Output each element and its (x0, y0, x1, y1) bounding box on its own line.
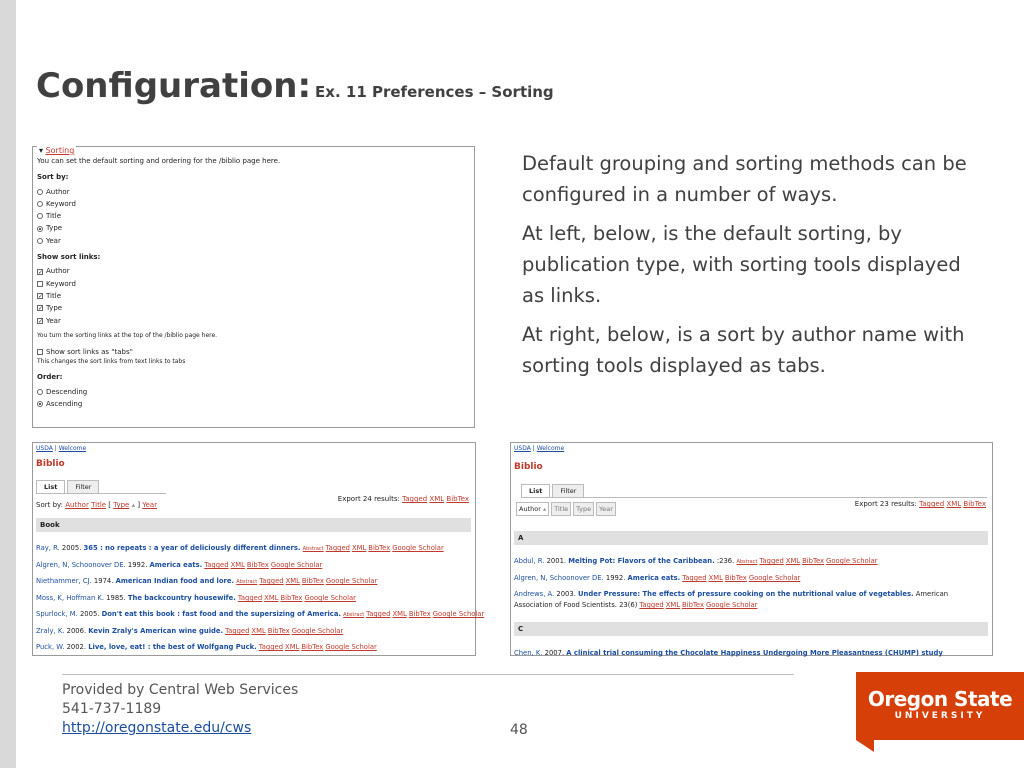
nav-welcome[interactable]: Welcome (58, 445, 87, 452)
export-bibtex[interactable]: BibTex (446, 495, 469, 503)
entry-year: 1985. (106, 594, 126, 602)
biblio-heading-right: Biblio (514, 462, 543, 472)
footer (62, 681, 298, 738)
order-label: Order: (37, 373, 63, 382)
entry-link-google-scholar[interactable]: Google Scholar (705, 601, 758, 609)
sort-by-prefix: Sort by: (36, 501, 64, 509)
entry-row (36, 609, 485, 621)
export-xml[interactable]: XML (429, 495, 445, 503)
entry-link-tagged[interactable]: Tagged (325, 544, 350, 552)
abstract-link[interactable]: Abstract (236, 579, 258, 585)
sort-tab-author-label: Author (519, 505, 541, 513)
entry-link-tagged[interactable]: Tagged (237, 594, 263, 602)
entry-title[interactable]: Under Pressure: The effects of pressure cooking on the nutritional value of vegetables. (578, 590, 914, 598)
sort-by-title[interactable] (37, 210, 467, 222)
tab-list[interactable]: List (36, 480, 65, 493)
entry-title[interactable]: Don't eat this book : fast food and the supersizing of America. (101, 610, 341, 618)
entry-year: 2001. (546, 557, 567, 565)
export-xml-right[interactable]: XML (946, 500, 962, 508)
entry-link-tagged[interactable]: Tagged (204, 561, 229, 569)
entry-row (514, 589, 988, 611)
entry-year: 2005. (61, 544, 82, 552)
tab-filter-right[interactable]: Filter (552, 484, 584, 497)
sort-arrow-icon: ▴ (131, 501, 136, 509)
sort-link-author[interactable]: Author (65, 501, 89, 509)
entry-link-xml[interactable]: XML (392, 610, 407, 618)
entry-year: 2006. (66, 627, 87, 635)
order-options (37, 386, 467, 411)
top-nav (36, 445, 86, 452)
entry-year: 2003. (556, 590, 576, 598)
entry-link-google-scholar[interactable]: Google Scholar (291, 627, 344, 635)
biblio-tabs-screenshot (510, 442, 993, 656)
fieldset-legend[interactable]: ▾ Sorting (39, 146, 75, 155)
order-radio[interactable] (37, 389, 43, 395)
prefs-content (37, 155, 467, 410)
sort-by-label: Title (46, 212, 62, 221)
entry-row (36, 560, 472, 571)
prefs-screenshot (32, 146, 475, 428)
nav-welcome-right[interactable]: Welcome (536, 445, 565, 452)
export-bar (338, 495, 469, 503)
entry-row (36, 576, 472, 588)
entry-author[interactable]: Spurlock, M. (36, 610, 78, 618)
logo-line2: UNIVERSITY (894, 711, 986, 721)
entry-link-bibtex[interactable]: BibTex (408, 610, 431, 618)
entry-link-bibtex[interactable]: BibTex (368, 544, 391, 552)
show-links-label: Show sort links: (37, 253, 101, 262)
show-link-label: Keyword (46, 279, 76, 288)
entry-link-tagged[interactable]: Tagged (259, 577, 284, 585)
entry-link-xml[interactable]: XML (785, 557, 801, 565)
order-radio[interactable] (37, 401, 43, 407)
view-tabs (36, 480, 166, 494)
entry-link-tagged[interactable]: Tagged (258, 643, 284, 651)
export-bar-right (855, 500, 986, 508)
export-tagged-right[interactable]: Tagged (919, 500, 945, 508)
show-link-check[interactable]: ✓ (38, 305, 44, 313)
entry-link-bibtex[interactable]: BibTex (301, 643, 324, 651)
export-tagged[interactable]: Tagged (402, 495, 428, 503)
sort-link-year[interactable]: Year (142, 501, 158, 509)
sort-link-title[interactable]: Title (91, 501, 107, 509)
show-link-type[interactable] (37, 302, 467, 314)
title-sub: Ex. 11 Preferences – Sorting (315, 83, 554, 101)
sort-by-radio[interactable] (37, 189, 43, 195)
entry-author[interactable]: Algren, N, Schoonover DE. (514, 574, 604, 582)
entry-year: 1992. (127, 561, 148, 569)
show-link-check[interactable]: ✓ (38, 317, 44, 325)
entry-title[interactable]: 365 : no repeats : a year of deliciously different dinners. (83, 544, 301, 552)
top-nav-right (514, 445, 564, 452)
tabs-checkbox[interactable] (37, 349, 43, 355)
clipped-title[interactable]: A clinical trial consuming the Chocolate Happiness Undergoing More Pleasantness (CHUMP) study (566, 649, 943, 657)
show-link-check[interactable]: ✓ (38, 268, 44, 276)
clipped-entry (514, 648, 943, 659)
entry-link-xml[interactable]: XML (351, 544, 367, 552)
entry-row (36, 642, 472, 653)
sort-by-label: Type (46, 224, 63, 233)
sort-by-year[interactable] (37, 235, 467, 247)
entry-link-google-scholar[interactable]: Google Scholar (325, 643, 377, 651)
tabs-note: This changes the sort links from text links to tabs (37, 358, 186, 366)
show-link-title[interactable] (37, 290, 467, 302)
export-bibtex-right[interactable]: BibTex (963, 500, 986, 508)
nav-sep: | (54, 445, 57, 452)
sort-by-author[interactable] (37, 186, 467, 198)
nav-sep-right: | (532, 445, 535, 452)
entry-author[interactable]: Puck, W. (36, 643, 65, 651)
entry-link-xml[interactable]: XML (285, 577, 300, 585)
entry-title[interactable]: Live, love, eat! : the best of Wolfgang Puck. (88, 643, 257, 651)
sort-by-keyword[interactable] (37, 198, 467, 210)
links-note: You turn the sorting links at the top of the /biblio page here. (37, 331, 218, 339)
clipped-year: 2007. (544, 649, 565, 657)
abstract-link[interactable]: Abstract (736, 559, 758, 565)
entry-year: 1992. (605, 574, 626, 582)
right-entry-list (514, 553, 988, 616)
entry-author[interactable]: Niethammer, CJ. (36, 577, 92, 585)
entry-link-tagged[interactable]: Tagged (639, 601, 664, 609)
show-link-check[interactable] (37, 281, 43, 287)
sort-arrow-icon-right: ▴ (542, 505, 547, 513)
sort-by-options (37, 186, 467, 247)
entry-extra: :236. (716, 557, 735, 565)
show-link-check[interactable]: ✓ (38, 293, 44, 301)
entry-link-google-scholar[interactable]: Google Scholar (325, 577, 378, 585)
entry-link-google-scholar[interactable]: Google Scholar (392, 544, 444, 552)
entry-title[interactable]: America eats. (627, 574, 681, 582)
footer-divider (62, 674, 794, 675)
order-label: Descending (46, 387, 88, 396)
entry-link-tagged[interactable]: Tagged (682, 574, 707, 582)
sort-tabs (516, 502, 616, 516)
entry-link-xml[interactable]: XML (251, 627, 266, 635)
entry-link-google-scholar[interactable]: Google Scholar (748, 574, 801, 582)
entry-author[interactable]: Ray, R. (36, 544, 60, 552)
entry-link-bibtex[interactable]: BibTex (724, 574, 747, 582)
entry-title[interactable]: America eats. (149, 561, 203, 569)
export-label: Export 24 results: (337, 495, 400, 503)
tab-list-right[interactable]: List (521, 484, 550, 497)
nav-usda-right[interactable]: USDA (514, 445, 531, 452)
slide-title (36, 66, 554, 106)
entry-author[interactable]: Moss, K, Hoffman K. (36, 594, 105, 602)
sort-by-type[interactable] (37, 222, 467, 234)
view-tabs-right (521, 484, 987, 498)
show-link-label: Year (46, 316, 61, 325)
entry-link-bibtex[interactable]: BibTex (682, 601, 704, 609)
entry-author[interactable]: Zraly, K. (36, 627, 65, 635)
footer-link[interactable]: http://oregonstate.edu/cws (62, 720, 252, 736)
section-c: C (514, 622, 988, 636)
entry-link-google-scholar[interactable]: Google Scholar (270, 561, 323, 569)
sort-by-radio[interactable] (37, 226, 43, 232)
sort-by-label: Year (46, 236, 61, 245)
sort-links: Sort by: Author Title [ Type ▴ ] Year (36, 501, 158, 509)
show-link-label: Type (46, 304, 63, 313)
entry-link-xml[interactable]: XML (264, 594, 279, 602)
entry-author[interactable]: Andrews, A. (514, 590, 555, 598)
entry-title[interactable]: Kevin Zraly's American wine guide. (88, 627, 224, 635)
prefs-intro: You can set the default sorting and ordering for the /biblio page here. (37, 157, 281, 165)
show-link-author[interactable] (37, 265, 467, 277)
entry-author[interactable]: Abdul, R. (514, 557, 545, 565)
entry-link-xml[interactable]: XML (665, 601, 681, 609)
clipped-author[interactable]: Chen, K. (514, 649, 543, 657)
entry-row (514, 556, 988, 568)
show-link-year[interactable] (37, 315, 467, 327)
show-link-label: Title (46, 291, 62, 300)
abstract-link[interactable]: Abstract (343, 612, 365, 618)
entry-title[interactable]: American Indian food and lore. (115, 577, 235, 585)
sort-by-radio[interactable] (37, 201, 43, 207)
entry-link-bibtex[interactable]: BibTex (246, 561, 269, 569)
sort-by-label: Keyword (46, 199, 76, 208)
logo-corner (856, 740, 874, 752)
sort-by-radio[interactable] (37, 238, 43, 244)
entry-extra: American Association of Food Scientists. 23(6) (514, 590, 949, 609)
export-label-right: Export 23 results: (854, 500, 917, 508)
nav-usda[interactable]: USDA (36, 445, 53, 452)
osu-logo (856, 672, 1024, 740)
body-text (522, 148, 972, 389)
entry-link-bibtex[interactable]: BibTex (802, 557, 825, 565)
biblio-heading: Biblio (36, 459, 65, 469)
order-descending[interactable] (37, 386, 467, 398)
logo-line1: Oregon State (867, 687, 1013, 711)
show-links-options (37, 265, 467, 326)
paragraph-3: At right, below, is a sort by author name with sorting tools displayed as tabs. (522, 323, 965, 377)
sort-by-label: Sort by: (37, 173, 69, 182)
entry-year: 1974. (93, 577, 114, 585)
sort-by-radio[interactable] (37, 213, 43, 219)
sort-tab-year[interactable]: Year (596, 502, 616, 516)
order-ascending[interactable] (37, 398, 467, 410)
sort-tab-title[interactable]: Title (551, 502, 571, 516)
sort-link-type[interactable]: Type (113, 501, 130, 509)
entry-year: 2005. (79, 610, 100, 618)
order-label: Ascending (46, 400, 83, 409)
tab-filter[interactable]: Filter (67, 480, 99, 493)
entry-title[interactable]: Melting Pot: Flavors of the Caribbean. (568, 557, 715, 565)
left-entry-list (36, 540, 485, 658)
tabs-checkbox-label: Show sort links as "tabs" (46, 348, 133, 357)
abstract-link[interactable]: Abstract (302, 546, 324, 552)
entry-link-bibtex[interactable]: BibTex (301, 577, 324, 585)
tabs-option[interactable] (37, 346, 467, 358)
sort-tab-type[interactable]: Type (573, 502, 594, 516)
footer-line1: Provided by Central Web Services (62, 682, 299, 698)
biblio-links-screenshot (32, 442, 485, 656)
paragraph-2: At left, below, is the default sorting, by publication type, with sorting tools displayed as links. (522, 222, 961, 307)
entry-row (36, 593, 472, 604)
sort-tab-author[interactable] (516, 502, 549, 516)
entry-link-google-scholar[interactable]: Google Scholar (304, 594, 356, 602)
show-link-label: Author (46, 267, 70, 276)
entry-author[interactable]: Algren, N, Schoonover DE. (36, 561, 126, 569)
entry-row (514, 573, 988, 584)
entry-link-google-scholar[interactable]: Google Scholar (432, 610, 485, 618)
page-number: 48 (510, 722, 528, 738)
entry-link-xml[interactable]: XML (285, 643, 300, 651)
entry-link-tagged[interactable]: Tagged (225, 627, 250, 635)
legend-link[interactable]: Sorting (45, 146, 75, 155)
section-book: Book (36, 518, 471, 532)
section-a: A (514, 531, 988, 545)
entry-title[interactable]: The backcountry housewife. (127, 594, 236, 602)
entry-link-tagged[interactable]: Tagged (366, 610, 391, 618)
show-link-keyword[interactable] (37, 278, 467, 290)
title-main: Configuration: (36, 66, 312, 106)
footer-phone: 541-737-1189 (62, 701, 162, 717)
paragraph-1: Default grouping and sorting methods can be configured in a number of ways. (522, 152, 967, 206)
entry-link-xml[interactable]: XML (230, 561, 245, 569)
entry-link-google-scholar[interactable]: Google Scholar (826, 557, 878, 565)
left-accent-bar (0, 0, 16, 768)
entry-row (36, 543, 472, 555)
entry-link-xml[interactable]: XML (708, 574, 723, 582)
sort-by-label: Author (46, 187, 70, 196)
entry-year: 2002. (66, 643, 87, 651)
entry-link-bibtex[interactable]: BibTex (280, 594, 303, 602)
entry-row (36, 626, 472, 637)
entry-link-bibtex[interactable]: BibTex (267, 627, 290, 635)
entry-link-tagged[interactable]: Tagged (759, 557, 784, 565)
